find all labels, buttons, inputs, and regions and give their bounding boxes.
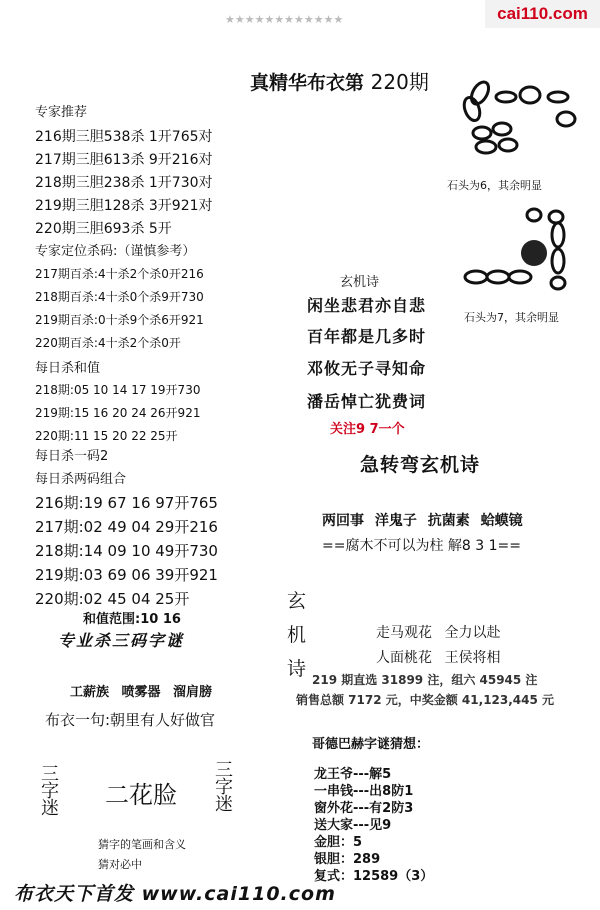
footer-banner[interactable]: 布衣天下首发 www.cai110.com	[14, 883, 336, 905]
riddle-poem-heading: 急转弯玄机诗	[360, 454, 481, 476]
xuanji-line: 人面桃花 王侯将相	[376, 650, 501, 666]
stats-line: 销售总额 7172 元，中奖金额 41,123,445 元	[296, 693, 555, 707]
riddle-answer: 二花脸	[105, 781, 177, 809]
riddle-poem-rotten: ==腐木不可以为柱 解8 3 1==	[322, 538, 521, 554]
riddle-hint: 猜对必中	[98, 858, 142, 871]
stones-picture-2	[462, 205, 582, 295]
riddle-hint: 猜字的笔画和含义	[98, 838, 186, 851]
riddle-label-left: 三字迷	[41, 764, 59, 819]
goedel-line: 窗外花---有2防3	[314, 801, 414, 816]
expert-line: 219期三胆128杀 3开921对	[35, 198, 213, 214]
goedel-line: 复式：12589（3）	[314, 869, 434, 884]
sum-kill-line: 220期:11 15 20 22 25开	[35, 429, 178, 443]
picture-caption-2: 石头为7，其余明显	[464, 311, 559, 324]
poem-line: 邓攸无子寻知命	[307, 359, 427, 378]
poem-focus: 关注9 7一个	[330, 422, 405, 437]
two-code-line: 220期:02 45 04 25开	[35, 590, 190, 608]
poem-title: 玄机诗	[340, 275, 380, 290]
position-line: 217期百杀:4十杀2个杀0开216	[35, 267, 204, 281]
two-code-line: 217期:02 49 04 29开216	[35, 518, 218, 536]
sum-kill-heading: 每日杀和值	[35, 361, 101, 376]
riddle-poem-words: 两回事 洋鬼子 抗菌素 蛤蟆镜	[322, 513, 523, 529]
goedel-line: 送大家---见9	[314, 818, 392, 833]
two-code-line: 219期:03 69 06 39开921	[35, 566, 218, 584]
goedel-line: 一串钱---出8防1	[314, 784, 414, 799]
position-line: 220期百杀:4十杀2个杀0开	[35, 336, 181, 350]
expert-line: 220期三胆693杀 5开	[35, 221, 172, 237]
sum-kill-line: 218期:05 10 14 17 19开730	[35, 383, 201, 397]
poem-line: 潘岳悼亡犹费词	[307, 392, 427, 411]
two-code-heading: 每日杀两码组合	[35, 472, 127, 487]
goedel-title: 哥德巴赫字谜猜想：	[312, 737, 430, 752]
xuanji-char: 机	[287, 624, 307, 646]
sum-kill-line: 219期:15 16 20 24 26开921	[35, 406, 201, 420]
poem-line: 百年都是几多时	[307, 327, 427, 346]
sum-range: 和值范围:10 16	[83, 612, 181, 627]
faint-banner: ★★★★★★★★★★★★	[225, 13, 344, 26]
xuanji-line: 走马观花 全力以赴	[376, 625, 501, 641]
xuanji-char: 玄	[287, 590, 307, 612]
goedel-line: 龙王爷---解5	[314, 767, 392, 782]
title-main: 真精华布衣第	[250, 72, 365, 94]
expert-heading: 专家推荐	[35, 105, 88, 120]
riddle-label-right: 三字迷	[215, 760, 233, 815]
two-code-line: 216期:19 67 16 97开765	[35, 494, 218, 512]
buyi-sentence: 布衣一句:朝里有人好做官	[45, 711, 216, 729]
expert-line: 216期三胆538杀 1开765对	[35, 129, 213, 145]
picture-caption-1: 石头为6，其余明显	[447, 179, 542, 192]
page-title	[250, 66, 429, 95]
two-code-line: 218期:14 09 10 49开730	[35, 542, 218, 560]
title-issue: 220期	[370, 70, 429, 94]
position-heading: 专家定位杀码:（谨慎参考）	[35, 244, 196, 259]
xuanji-char: 诗	[287, 658, 307, 680]
professional-riddle-title: 专业杀三码字谜	[58, 631, 185, 650]
expert-line: 218期三胆238杀 1开730对	[35, 175, 213, 191]
expert-line: 217期三胆613杀 9开216对	[35, 152, 213, 168]
kill-one-code: 每日杀一码2	[35, 449, 109, 464]
site-logo[interactable]: cai110.com	[485, 0, 600, 28]
stats-line: 219 期直选 31899 注，组六 45945 注	[312, 673, 538, 687]
goedel-line: 金胆：5	[314, 835, 363, 850]
stones-picture-1	[458, 75, 598, 175]
poem-line: 闲坐悲君亦自悲	[307, 296, 427, 315]
three-words: 工薪族 喷雾器 溜肩膀	[70, 685, 213, 700]
goedel-line: 银胆：289	[314, 852, 381, 867]
position-line: 219期百杀:0十杀9个杀6开921	[35, 313, 204, 327]
position-line: 218期百杀:4十杀0个杀9开730	[35, 290, 204, 304]
